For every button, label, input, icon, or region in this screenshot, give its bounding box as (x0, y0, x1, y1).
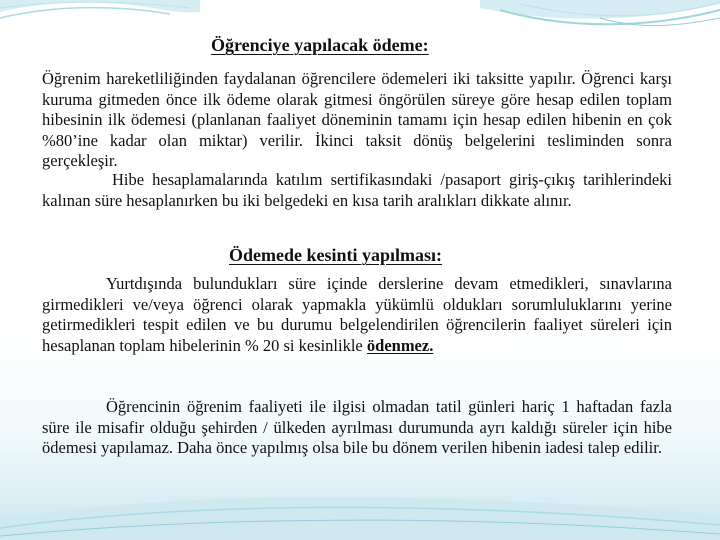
paragraph-grant-calculation: Hibe hesaplamalarında katılım sertifikasındaki /pasaport giriş-çıkış tarihlerindeki kalınan süre hesaplanırken bu iki belgedeki en kısa tarih aralıkları dikkate alınır. (42, 170, 672, 210)
paragraph-deduction-text: Yurtdışında bulundukları süre içinde derslerine devam etmedikleri, sınavlarına girmedikleri ve/veya öğrenci olarak yapmakla yükümlü oldukları sorumluluklarını yerine getirmedikleri tespit edilen ve bu durumu belgelendirilen öğrencilerin faaliyet süreleri için hesaplanan toplam hibelerinin % 20 si kesinlikle (42, 274, 672, 355)
paragraph-installments: Öğrenim hareketliliğinden faydalanan öğrencilere ödemeleri iki taksitte yapılır. Öğrenci karşı kuruma gitmeden önce ilk ödeme olarak gitmesi öngörülen süreye göre hesap edilen toplam hibesinin ilk ödemesi (planlanan faaliyet döneminin tamamı için hesap edilen hibenin en çok %80’ine kadar olan miktar) verilir. İkinci taksit dönüş belgelerini tesliminden sonra gerçekleşir. (42, 69, 672, 170)
section-heading-payment: Öğrenciye yapılacak ödeme: (211, 35, 429, 55)
paragraph-deduction-emphasis: ödenmez. (366, 335, 434, 355)
section-heading-deduction: Ödemede kesinti yapılması: (229, 245, 443, 265)
paragraph-deduction (42, 274, 672, 356)
paragraph-absence: Öğrencinin öğrenim faaliyeti ile ilgisi olmadan tatil günleri hariç 1 haftadan fazla süre ile misafir olduğu şehirden / ülkeden ayrılması durumunda ayrı kaldığı süreler için hibe ödemesi yapılamaz. Daha önce yapılmış olsa bile bu dönem verilen hibenin iadesi talep edilir. (42, 397, 672, 457)
